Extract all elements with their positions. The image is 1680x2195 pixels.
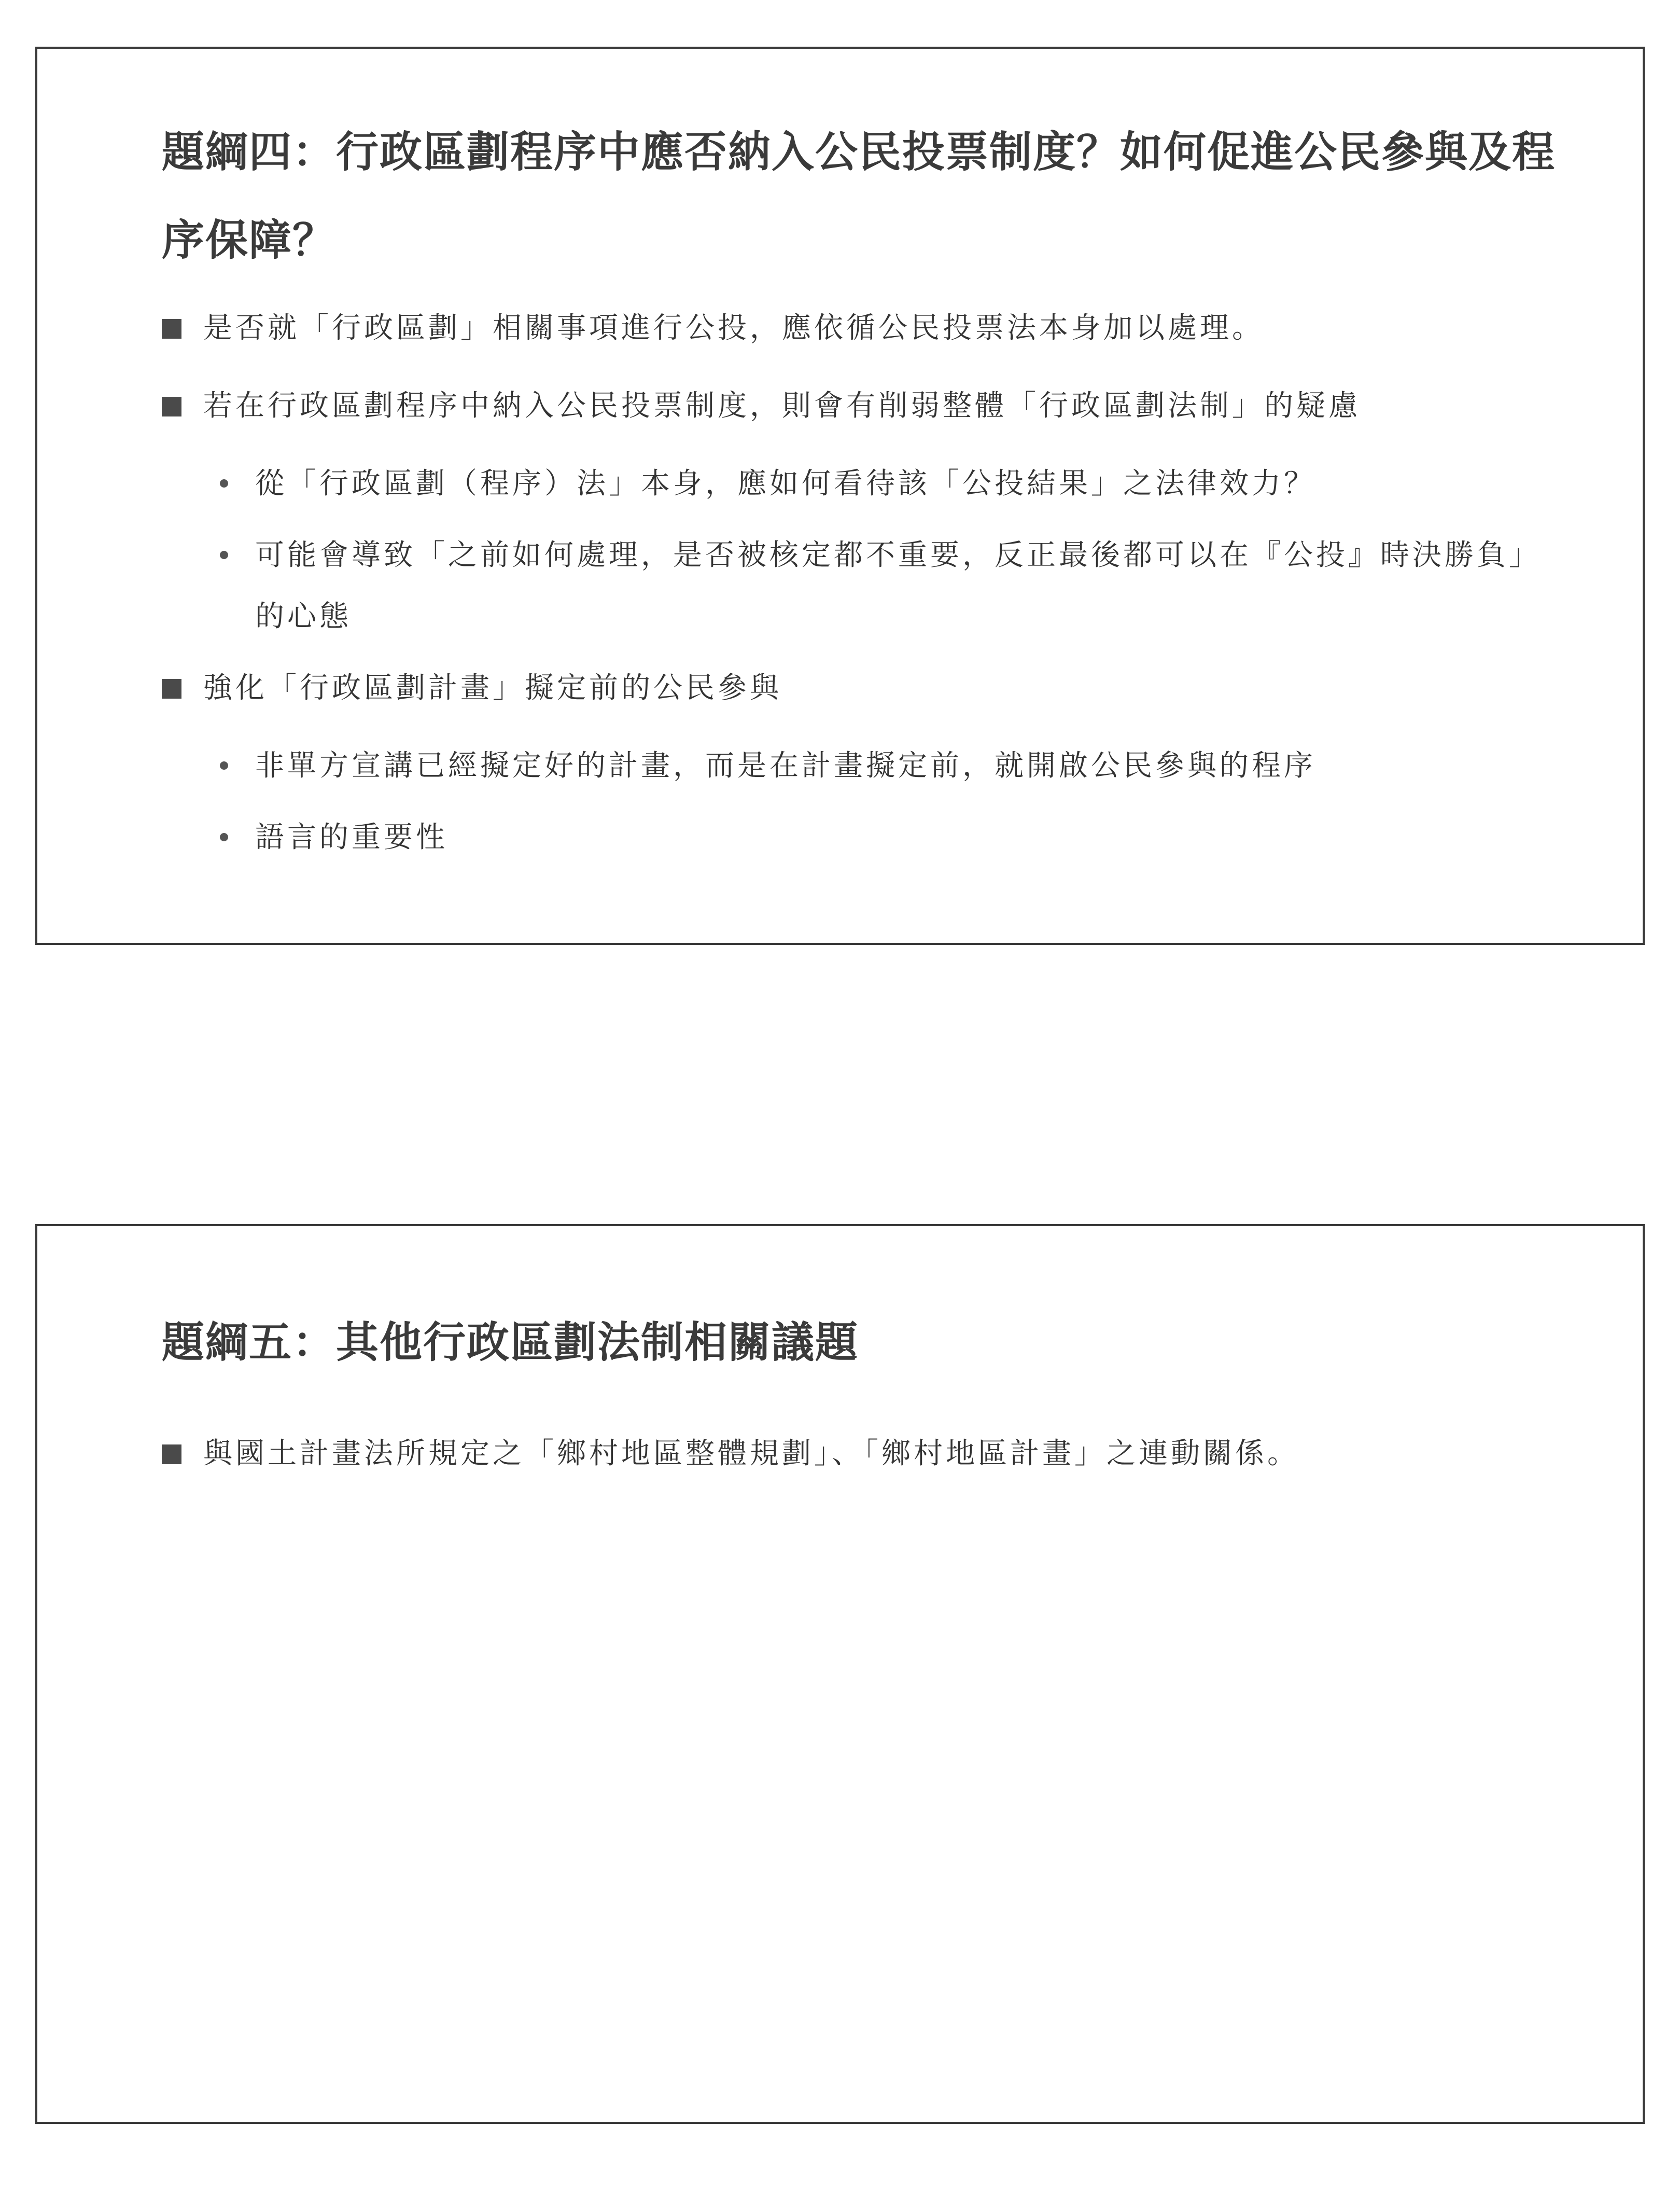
bullet-item xyxy=(162,658,1562,719)
dot-bullet-icon xyxy=(220,551,228,559)
bullet-text: 與國土計畫法所規定之「鄉村地區整體規劃」、「鄉村地區計畫」之連動關係。 xyxy=(203,1437,1299,1470)
slide-content xyxy=(162,298,1562,879)
bullet-item xyxy=(162,376,1562,437)
slide-topic-4 xyxy=(35,47,1645,945)
square-bullet-icon xyxy=(162,679,181,699)
sub-bullet-text: 非單方宣講已經擬定好的計畫，而是在計畫擬定前，就開啟公民參與的程序 xyxy=(255,749,1316,783)
bullet-item xyxy=(162,298,1562,359)
bullet-text: 是否就「行政區劃」相關事項進行公投，應依循公民投票法本身加以處理。 xyxy=(203,311,1264,345)
dot-bullet-icon xyxy=(220,761,228,770)
sub-bullet-text: 語言的重要性 xyxy=(255,821,448,854)
square-bullet-icon xyxy=(162,397,181,416)
slide-content xyxy=(162,1423,1562,1501)
sub-bullet-text: 從「行政區劃（程序）法」本身，應如何看待該「公投結果」之法律效力？ xyxy=(255,467,1316,501)
sub-bullet-text: 可能會導致「之前如何處理，是否被核定都不重要，反正最後都可以在『公投』時決勝負」的心態 xyxy=(255,538,1541,633)
dot-bullet-icon xyxy=(220,833,228,841)
bullet-text: 強化「行政區劃計畫」擬定前的公民參與 xyxy=(203,671,782,705)
slide-title: 題綱四：行政區劃程序中應否納入公民投票制度？如何促進公民參與及程序保障？ xyxy=(162,128,1556,265)
sub-bullet-item xyxy=(162,735,1562,797)
sub-bullet-item xyxy=(162,525,1562,647)
bullet-text: 若在行政區劃程序中納入公民投票制度，則會有削弱整體「行政區劃法制」的疑慮 xyxy=(203,389,1361,423)
bullet-item xyxy=(162,1423,1562,1484)
slide-title: 題綱五：其他行政區劃法制相關議題 xyxy=(162,1318,859,1367)
sub-bullet-item xyxy=(162,453,1562,515)
dot-bullet-icon xyxy=(220,479,228,488)
slide-topic-5 xyxy=(35,1224,1645,2124)
square-bullet-icon xyxy=(162,319,181,339)
square-bullet-icon xyxy=(162,1444,181,1464)
sub-bullet-item xyxy=(162,807,1562,868)
